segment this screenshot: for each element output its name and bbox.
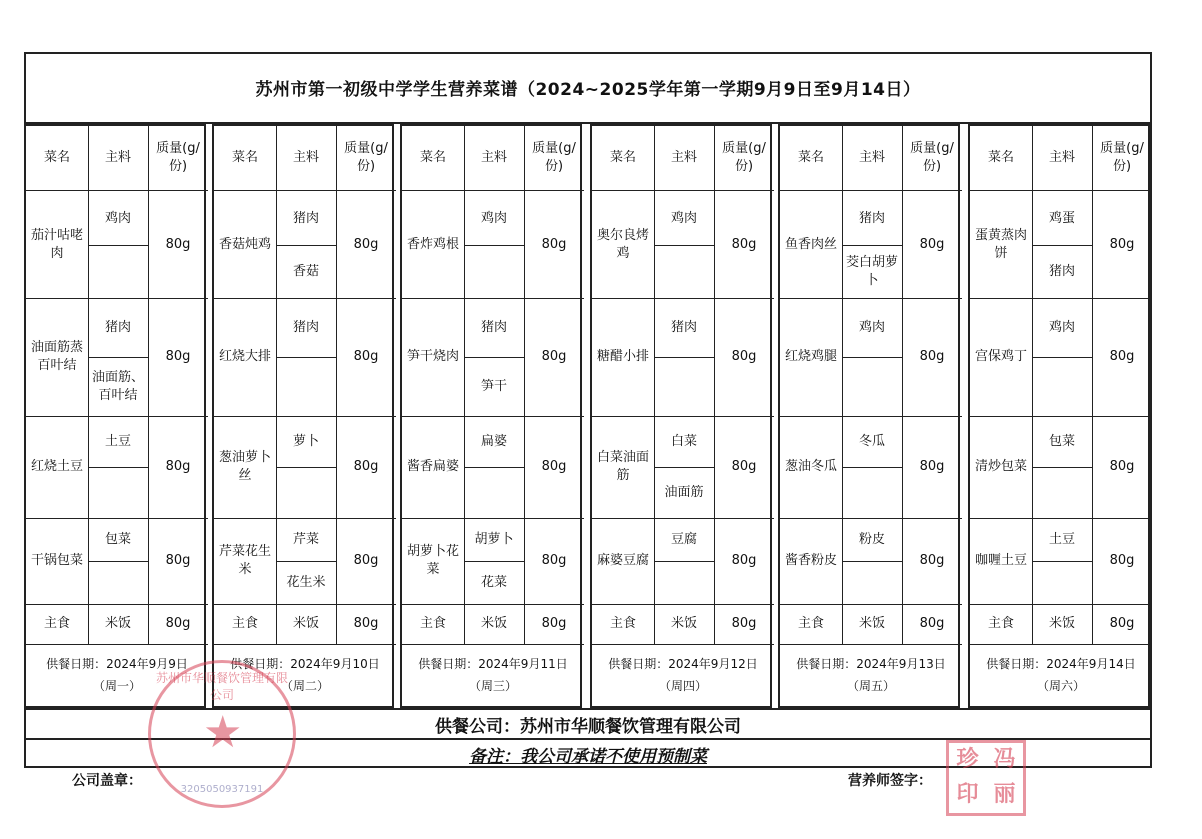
row-divider bbox=[780, 190, 962, 191]
dish-name: 宫保鸡丁 bbox=[974, 349, 1027, 365]
dish-weight: 80g bbox=[165, 553, 191, 569]
row-divider bbox=[26, 644, 208, 645]
ingredient-divider bbox=[276, 245, 336, 246]
dish-weight: 80g bbox=[1109, 349, 1135, 365]
dish-ingredient-main: 豆腐 bbox=[670, 531, 697, 547]
dish-weight: 80g bbox=[165, 237, 191, 253]
staple-food: 米饭 bbox=[858, 616, 885, 632]
dish-name: 油面筋蒸百叶结 bbox=[30, 340, 83, 373]
dish-ingredient-secondary: 花菜 bbox=[480, 574, 507, 590]
dish-ingredient-main: 猪肉 bbox=[670, 319, 697, 335]
dish-ingredient-secondary: 猪肉 bbox=[1048, 263, 1075, 279]
dish-ingredient-main: 冬瓜 bbox=[858, 433, 885, 449]
dish-weight: 80g bbox=[1109, 237, 1135, 253]
ingredient-divider bbox=[1032, 561, 1092, 562]
dish-weight: 80g bbox=[541, 553, 567, 569]
dish-ingredient-main: 鸡肉 bbox=[670, 210, 697, 226]
row-divider bbox=[592, 644, 774, 645]
dish-ingredient-secondary: 香菇 bbox=[292, 263, 319, 279]
staple-food: 米饭 bbox=[670, 616, 697, 632]
dish-ingredient-secondary bbox=[276, 357, 336, 416]
ingredient-divider bbox=[88, 561, 148, 562]
dish-weight: 80g bbox=[353, 459, 379, 475]
staple-food: 米饭 bbox=[292, 616, 319, 632]
ingredient-divider bbox=[654, 561, 714, 562]
ingredient-divider bbox=[842, 245, 902, 246]
serving-weekday: （周三） bbox=[468, 678, 517, 693]
serving-date: 供餐日期：2024年9月14日 bbox=[986, 656, 1136, 671]
dish-name: 葱油冬瓜 bbox=[784, 459, 837, 475]
dish-ingredient-main: 猪肉 bbox=[292, 210, 319, 226]
header-dish: 菜名 bbox=[419, 150, 446, 166]
ingredient-divider bbox=[842, 467, 902, 468]
staple-weight: 80g bbox=[919, 616, 945, 632]
dish-ingredient-secondary: 油面筋 bbox=[664, 484, 704, 500]
dish-ingredient-main: 胡萝卜 bbox=[474, 531, 514, 547]
header-weight: 质量(g/份) bbox=[156, 141, 200, 174]
header-ingredient: 主料 bbox=[1048, 150, 1075, 166]
staple-food: 米饭 bbox=[1048, 616, 1075, 632]
dish-name: 芹菜花生米 bbox=[218, 544, 271, 577]
dish-weight: 80g bbox=[1109, 459, 1135, 475]
serving-weekday: （周四） bbox=[658, 678, 707, 693]
dish-weight: 80g bbox=[541, 349, 567, 365]
dish-ingredient-secondary bbox=[1032, 561, 1092, 604]
header-ingredient: 主料 bbox=[480, 150, 507, 166]
dish-ingredient-secondary: 茭白胡萝卜 bbox=[845, 254, 898, 288]
ingredient-divider bbox=[654, 245, 714, 246]
dish-ingredient-secondary bbox=[1032, 467, 1092, 518]
dish-ingredient-main: 扁婆 bbox=[480, 433, 507, 449]
serving-date: 供餐日期：2024年9月11日 bbox=[418, 656, 568, 671]
seal-char: 印 bbox=[956, 782, 979, 807]
dish-ingredient-secondary bbox=[842, 561, 902, 604]
header-weight: 质量(g/份) bbox=[722, 141, 766, 174]
header-ingredient: 主料 bbox=[858, 150, 885, 166]
staple-label: 主食 bbox=[231, 616, 258, 632]
dish-weight: 80g bbox=[919, 459, 945, 475]
header-dish: 菜名 bbox=[609, 150, 636, 166]
dish-ingredient-main: 白菜 bbox=[670, 433, 697, 449]
dish-ingredient-secondary bbox=[842, 357, 902, 416]
dish-name: 茄汁咕咾肉 bbox=[30, 228, 83, 261]
dish-ingredient-secondary bbox=[654, 245, 714, 298]
ingredient-divider bbox=[464, 561, 524, 562]
dish-name: 鱼香肉丝 bbox=[784, 237, 837, 253]
seal-char: 丽 bbox=[993, 782, 1016, 807]
header-dish: 菜名 bbox=[797, 150, 824, 166]
dish-weight: 80g bbox=[731, 459, 757, 475]
dish-weight: 80g bbox=[353, 553, 379, 569]
ingredient-divider bbox=[276, 467, 336, 468]
dish-name: 白菜油面筋 bbox=[596, 450, 649, 483]
row-divider bbox=[214, 190, 396, 191]
day-table bbox=[400, 124, 582, 708]
dish-weight: 80g bbox=[731, 349, 757, 365]
dish-name: 干锅包菜 bbox=[30, 553, 83, 569]
dish-ingredient-main: 包菜 bbox=[104, 531, 131, 547]
header-dish: 菜名 bbox=[231, 150, 258, 166]
row-divider bbox=[402, 644, 584, 645]
dish-name: 葱油萝卜丝 bbox=[218, 450, 271, 483]
dish-ingredient-secondary bbox=[464, 245, 524, 298]
page-title: 苏州市第一初级中学学生营养菜谱（2024~2025学年第一学期9月9日至9月14日） bbox=[24, 52, 1152, 124]
header-dish: 菜名 bbox=[987, 150, 1014, 166]
dish-weight: 80g bbox=[919, 553, 945, 569]
header-dish: 菜名 bbox=[43, 150, 70, 166]
staple-label: 主食 bbox=[797, 616, 824, 632]
header-ingredient: 主料 bbox=[292, 150, 319, 166]
ingredient-divider bbox=[842, 561, 902, 562]
serving-date: 供餐日期：2024年9月10日 bbox=[230, 656, 380, 671]
header-weight: 质量(g/份) bbox=[1100, 141, 1144, 174]
ingredient-divider bbox=[276, 357, 336, 358]
row-divider bbox=[26, 190, 208, 191]
dish-weight: 80g bbox=[919, 349, 945, 365]
dish-ingredient-secondary bbox=[464, 467, 524, 518]
header-weight: 质量(g/份) bbox=[910, 141, 954, 174]
dish-weight: 80g bbox=[541, 237, 567, 253]
supplier-line: 供餐公司：苏州市华顺餐饮管理有限公司 bbox=[24, 708, 1152, 740]
staple-food: 米饭 bbox=[480, 616, 507, 632]
dish-name: 酱香粉皮 bbox=[784, 553, 837, 569]
dish-ingredient-main: 鸡肉 bbox=[104, 210, 131, 226]
dish-weight: 80g bbox=[731, 237, 757, 253]
day-table bbox=[24, 124, 206, 708]
dish-name: 笋干烧肉 bbox=[406, 349, 459, 365]
seal-char: 珍 bbox=[956, 747, 979, 772]
staple-weight: 80g bbox=[1109, 616, 1135, 632]
dish-name: 蛋黄蒸肉饼 bbox=[974, 228, 1027, 261]
serving-weekday: （周二） bbox=[280, 678, 329, 693]
dish-ingredient-secondary bbox=[88, 561, 148, 604]
dish-name: 糖醋小排 bbox=[596, 349, 649, 365]
dish-ingredient-main: 萝卜 bbox=[292, 433, 319, 449]
serving-date: 供餐日期：2024年9月13日 bbox=[796, 656, 946, 671]
dish-name: 奥尔良烤鸡 bbox=[596, 228, 649, 261]
dish-ingredient-secondary bbox=[654, 357, 714, 416]
company-stamp bbox=[148, 660, 296, 808]
staple-label: 主食 bbox=[419, 616, 446, 632]
dish-ingredient-main: 粉皮 bbox=[858, 531, 885, 547]
ingredient-divider bbox=[464, 357, 524, 358]
dish-ingredient-secondary bbox=[88, 245, 148, 298]
row-divider bbox=[214, 644, 396, 645]
dish-ingredient-main: 猪肉 bbox=[104, 319, 131, 335]
dish-ingredient-main: 鸡肉 bbox=[1048, 319, 1075, 335]
dish-ingredient-secondary bbox=[88, 467, 148, 518]
seal-char: 冯 bbox=[993, 747, 1016, 772]
serving-date: 供餐日期：2024年9月9日 bbox=[46, 656, 188, 671]
day-table bbox=[968, 124, 1150, 708]
day-table bbox=[590, 124, 772, 708]
staple-weight: 80g bbox=[731, 616, 757, 632]
row-divider bbox=[780, 644, 962, 645]
ingredient-divider bbox=[88, 357, 148, 358]
staple-weight: 80g bbox=[165, 616, 191, 632]
dish-name: 香炸鸡根 bbox=[406, 237, 459, 253]
dish-ingredient-main: 鸡蛋 bbox=[1048, 210, 1075, 226]
dish-name: 麻婆豆腐 bbox=[596, 553, 649, 569]
dish-weight: 80g bbox=[165, 349, 191, 365]
ingredient-divider bbox=[464, 467, 524, 468]
row-divider bbox=[592, 190, 774, 191]
dish-ingredient-secondary bbox=[1032, 357, 1092, 416]
dish-weight: 80g bbox=[165, 459, 191, 475]
dish-name: 胡萝卜花菜 bbox=[406, 544, 459, 577]
ingredient-divider bbox=[1032, 245, 1092, 246]
star-icon: ★ bbox=[203, 707, 243, 758]
dish-ingredient-secondary bbox=[842, 467, 902, 518]
staple-label: 主食 bbox=[987, 616, 1014, 632]
ingredient-divider bbox=[654, 357, 714, 358]
ingredient-divider bbox=[654, 467, 714, 468]
staple-weight: 80g bbox=[541, 616, 567, 632]
dish-weight: 80g bbox=[919, 237, 945, 253]
serving-date: 供餐日期：2024年9月12日 bbox=[608, 656, 758, 671]
dish-name: 红烧鸡腿 bbox=[784, 349, 837, 365]
company-seal-label: 公司盖章： bbox=[72, 773, 142, 789]
dish-ingredient-main: 包菜 bbox=[1048, 433, 1075, 449]
dish-name: 红烧土豆 bbox=[30, 459, 83, 475]
dish-ingredient-main: 猪肉 bbox=[858, 210, 885, 226]
dish-name: 清炒包菜 bbox=[974, 459, 1027, 475]
dish-weight: 80g bbox=[541, 459, 567, 475]
serving-weekday: （周一） bbox=[92, 678, 141, 693]
row-divider bbox=[402, 190, 584, 191]
dish-ingredient-main: 土豆 bbox=[1048, 531, 1075, 547]
dish-ingredient-secondary: 笋干 bbox=[480, 378, 507, 394]
dish-ingredient-secondary bbox=[276, 467, 336, 518]
dish-ingredient-secondary: 油面筋、百叶结 bbox=[91, 369, 144, 403]
serving-weekday: （周六） bbox=[1036, 678, 1085, 693]
note-line: 备注：我公司承诺不使用预制菜 bbox=[469, 746, 707, 767]
dish-weight: 80g bbox=[1109, 553, 1135, 569]
dish-ingredient-main: 猪肉 bbox=[292, 319, 319, 335]
header-weight: 质量(g/份) bbox=[344, 141, 388, 174]
dish-weight: 80g bbox=[731, 553, 757, 569]
staple-label: 主食 bbox=[609, 616, 636, 632]
ingredient-divider bbox=[464, 245, 524, 246]
dish-ingredient-main: 鸡肉 bbox=[858, 319, 885, 335]
ingredient-divider bbox=[1032, 467, 1092, 468]
header-ingredient: 主料 bbox=[670, 150, 697, 166]
ingredient-divider bbox=[1032, 357, 1092, 358]
serving-weekday: （周五） bbox=[846, 678, 895, 693]
ingredient-divider bbox=[88, 245, 148, 246]
ingredient-divider bbox=[842, 357, 902, 358]
dish-name: 红烧大排 bbox=[218, 349, 271, 365]
row-divider bbox=[970, 644, 1152, 645]
staple-label: 主食 bbox=[43, 616, 70, 632]
dish-weight: 80g bbox=[353, 237, 379, 253]
dish-ingredient-main: 芹菜 bbox=[292, 531, 319, 547]
day-table bbox=[778, 124, 960, 708]
header-weight: 质量(g/份) bbox=[532, 141, 576, 174]
dish-ingredient-main: 猪肉 bbox=[480, 319, 507, 335]
dish-ingredient-main: 鸡肉 bbox=[480, 210, 507, 226]
row-divider bbox=[970, 190, 1152, 191]
dish-weight: 80g bbox=[353, 349, 379, 365]
dish-name: 酱香扁婆 bbox=[406, 459, 459, 475]
staple-weight: 80g bbox=[353, 616, 379, 632]
dish-ingredient-main: 土豆 bbox=[104, 433, 131, 449]
day-table bbox=[212, 124, 394, 708]
ingredient-divider bbox=[88, 467, 148, 468]
ingredient-divider bbox=[276, 561, 336, 562]
dish-ingredient-secondary: 花生米 bbox=[286, 574, 326, 590]
nutritionist-label: 营养师签字： bbox=[848, 773, 932, 789]
nutritionist-seal bbox=[946, 740, 1026, 816]
dish-name: 咖喱土豆 bbox=[974, 553, 1027, 569]
stamp-number: 3205050937191 bbox=[180, 784, 264, 795]
staple-food: 米饭 bbox=[104, 616, 131, 632]
header-ingredient: 主料 bbox=[104, 150, 131, 166]
dish-name: 香菇炖鸡 bbox=[218, 237, 271, 253]
dish-ingredient-secondary bbox=[654, 561, 714, 604]
stamp-text: 苏州市华顺餐饮管理有限公司 bbox=[155, 671, 288, 702]
